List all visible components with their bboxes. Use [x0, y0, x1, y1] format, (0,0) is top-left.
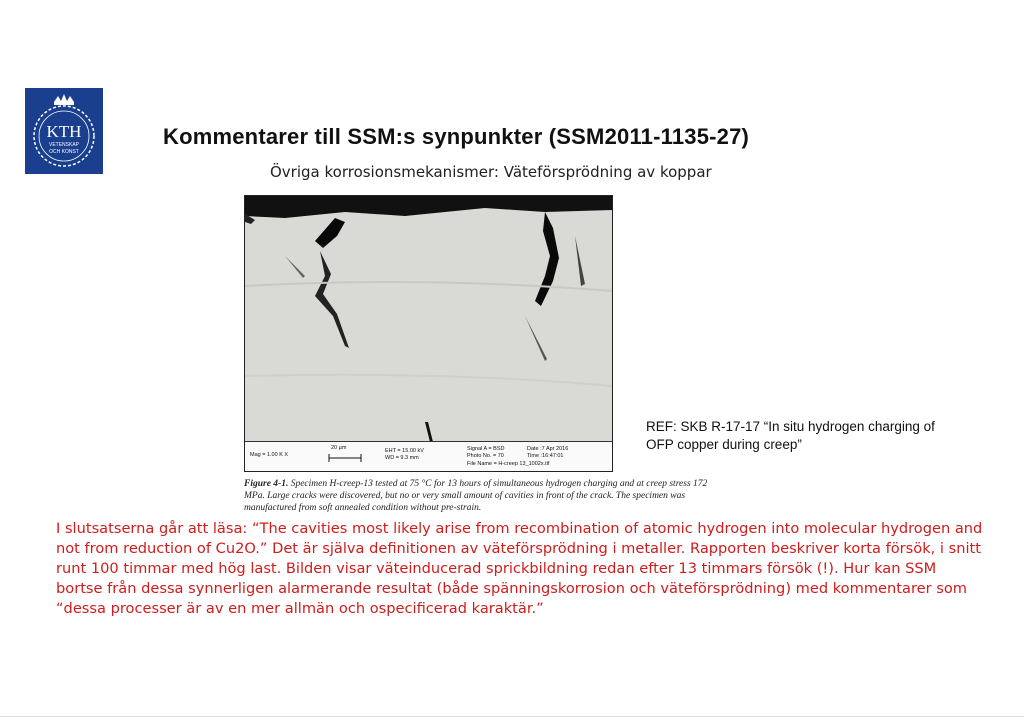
- wd-label: WD = 9.3 mm: [385, 455, 419, 461]
- kth-logo: [25, 88, 103, 174]
- sem-info-bar: [245, 441, 612, 472]
- logo-text: KTH: [46, 122, 82, 141]
- eht-label: EHT = 15.00 kV: [385, 448, 424, 454]
- sem-micrograph: [244, 195, 613, 472]
- comment-text: I slutsatserna går att läsa: “The cavities most likely arise from recombination of atomic hydrogen into molecular hydrogen and not from reduction of Cu2O.” Det är själva definitionen av väteförsprödning i metaller. Rapporten beskriver korta försök, i snitt runt 100 timmar med hög last. Bilden visar väteinducerad sprickbildning redan efter 13 timmars försök (!). Hur kan SSM bortse från dessa synnerligen alarmerande resultat (både spänningskorrosion och väteförsprödning) med kommentarer som “dessa processer är av en mer allmän och ospecificerad karaktär.”: [56, 520, 983, 617]
- page-title: Kommentarer till SSM:s synpunkter (SSM2011-1135-27): [163, 124, 750, 149]
- file-label: File Name = H-creep 13_1002x.tif: [467, 461, 550, 467]
- logo-sub1: VETENSKAP: [48, 142, 80, 148]
- logo-sub2: OCH KONST: [49, 149, 79, 155]
- scale-bar-icon: [327, 453, 363, 463]
- reference-text: REF: SKB R-17-17 “In situ hydrogen charging of OFP copper during creep”: [646, 419, 935, 452]
- scale-label: 20 µm: [331, 445, 347, 451]
- signal-label: Signal A = BSD: [467, 446, 505, 452]
- date-label: Date :7 Apr 2016: [527, 446, 569, 452]
- figure-label: Figure 4-1.: [244, 479, 289, 489]
- micrograph-image: [245, 196, 612, 442]
- photo-label: Photo No. = 70: [467, 453, 504, 459]
- kth-crest-icon: [25, 88, 103, 174]
- figure-caption: [244, 478, 714, 514]
- footer-divider: [0, 716, 1024, 717]
- page-subtitle: Övriga korrosionsmekanismer: Väteförsprödning av koppar: [270, 163, 712, 181]
- time-label: Time :16:47:01: [527, 453, 564, 459]
- mag-label: Mag = 1.00 K X: [250, 452, 289, 458]
- figure-caption-text: Specimen H-creep-13 tested at 75 °C for 13 hours of simultaneous hydrogen charging and at creep stress 172 MPa. Large cracks were discovered, but no or very small amount of cavities in front of the crack. The specimen was manufactured from soft annealed condition without pre-strain.: [244, 479, 708, 513]
